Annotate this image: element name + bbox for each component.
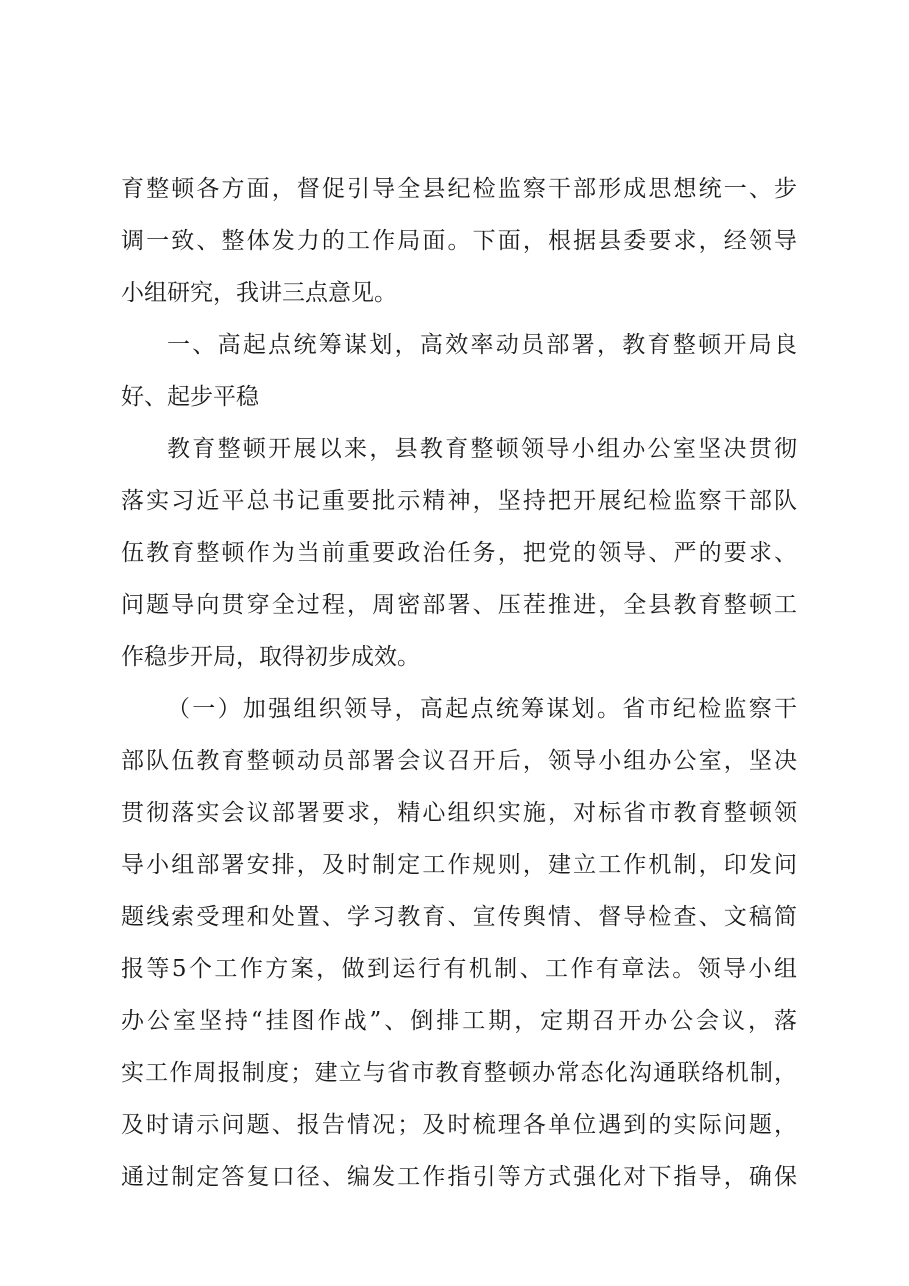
text-line: 问题导向贯穿全过程，周密部署、压茬推进，全县教育整顿工: [121, 592, 797, 618]
text-line: 作稳步开局，取得初步成效。: [121, 644, 420, 670]
subsection-heading-line: （一）加强组织领导，高起点统筹谋划。省市纪检监察干: [167, 696, 797, 722]
text-line: 报等5个工作方案，做到运行有机制、工作有章法。领导小组: [121, 956, 797, 982]
text-line: 部队伍教育整顿动员部署会议召开后，领导小组办公室，坚决: [121, 748, 797, 774]
text-line: 办公室坚持“挂图作战”、倒排工期，定期召开办公会议，落: [121, 1008, 797, 1034]
text-line: 小组研究，我讲三点意见。: [121, 280, 397, 306]
text-line: 题线索受理和处置、学习教育、宣传舆情、督导检查、文稿简: [121, 904, 797, 930]
text-line: 及时请示问题、报告情况；及时梳理各单位遇到的实际问题，: [121, 1112, 797, 1138]
text-line: 落实习近平总书记重要批示精神，坚持把开展纪检监察干部队: [121, 488, 797, 514]
text-line: 通过制定答复口径、编发工作指引等方式强化对下指导，确保: [121, 1164, 797, 1190]
text-line: 调一致、整体发力的工作局面。下面，根据县委要求，经领导: [121, 228, 797, 254]
section-heading-line: 好、起步平稳: [121, 384, 259, 410]
text-line: 伍教育整顿作为当前重要政治任务，把党的领导、严的要求、: [121, 540, 797, 566]
text-line: 育整顿各方面，督促引导全县纪检监察干部形成思想统一、步: [121, 176, 797, 202]
text-line: 贯彻落实会议部署要求，精心组织实施，对标省市教育整顿领: [121, 800, 797, 826]
section-heading-line: 一、高起点统筹谋划，高效率动员部署，教育整顿开局良: [167, 332, 797, 358]
text-line: 导小组部署安排，及时制定工作规则，建立工作机制，印发问: [121, 852, 797, 878]
text-line: 实工作周报制度；建立与省市教育整顿办常态化沟通联络机制，: [121, 1060, 797, 1086]
document-body: [121, 163, 797, 1203]
text-line: 教育整顿开展以来，县教育整顿领导小组办公室坚决贯彻: [167, 436, 797, 462]
